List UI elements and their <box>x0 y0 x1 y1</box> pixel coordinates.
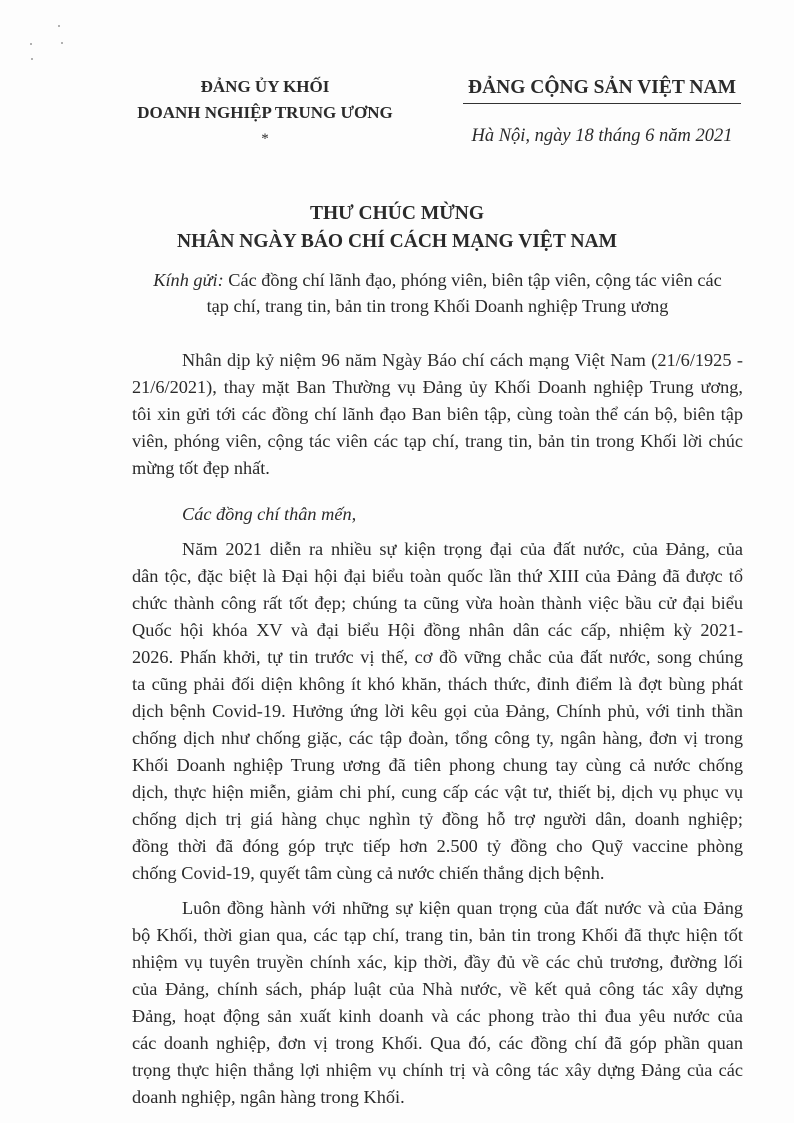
paragraph-line: đồng thời đã đóng góp trực tiếp hơn 2.500 tỷ đồng cho Quỹ vaccine phòng <box>132 836 743 856</box>
paragraph-line: doanh nghiệp, ngân hàng trong Khối. <box>132 1087 405 1107</box>
scan-speck <box>61 42 63 44</box>
paragraph-line: trọng thực hiện thắng lợi nhiệm vụ chính trị và công tác xây dựng Đảng của các <box>132 1060 743 1080</box>
paragraph-line: của Đảng, chính sách, pháp luật của Nhà nước, về kết quả công tác xây dựng <box>132 979 743 999</box>
scan-speck <box>31 58 33 60</box>
recipient-line2: tạp chí, trang tin, bản tin trong Khối Doanh nghiệp Trung ương <box>206 296 669 316</box>
recipient-text1: Các đồng chí lãnh đạo, phóng viên, biên tập viên, cộng tác viên các <box>228 270 722 290</box>
paragraph-line: Quốc hội khóa XV và đại biểu Hội đồng nhân dân các cấp, nhiệm kỳ 2021- <box>132 620 743 640</box>
paragraph-line: dịch, thực hiện miễn, giảm chi phí, cung cấp các vật tư, thiết bị, dịch vụ phục vụ <box>132 782 743 802</box>
paragraph-line: Nhân dịp kỷ niệm 96 năm Ngày Báo chí cách mạng Việt Nam (21/6/1925 - <box>182 350 743 370</box>
paragraph-line: Luôn đồng hành với những sự kiện quan trọng của đất nước và của Đảng <box>182 898 743 918</box>
scan-speck <box>30 43 32 45</box>
party-underline <box>463 103 741 104</box>
recipient-line1 <box>132 268 743 292</box>
paragraph-line: dịch bệnh Covid-19. Hưởng ứng lời kêu gọi của Đảng, Chính phủ, với tinh thần <box>132 701 743 721</box>
paragraph-line: chống dịch trị giá hàng chục nghìn tỷ đồng hỗ trợ người dân, doanh nghiệp; <box>132 809 743 829</box>
paragraph-line: các doanh nghiệp, đơn vị trong Khối. Qua đó, các đồng chí đã góp phần quan <box>132 1033 743 1053</box>
document-date: Hà Nội, ngày 18 tháng 6 năm 2021 <box>471 126 733 146</box>
paragraph-line: 2026. Phấn khởi, tự tin trước vị thế, cơ đồ vững chắc của đất nước, song chúng <box>132 647 743 667</box>
paragraph-line: bộ Khối, thời gian qua, các tạp chí, trang tin, bản tin trong Khối đã thực hiện tốt <box>132 925 743 945</box>
party-name: ĐẢNG CỘNG SẢN VIỆT NAM <box>468 77 736 98</box>
party-heading <box>460 75 744 104</box>
paragraph-line: Đảng, hoạt động sản xuất kinh doanh và các phong trào thi đua yêu nước của <box>132 1006 743 1026</box>
paragraph-line: dân tộc, đặc biệt là Đại hội đại biểu toàn quốc lần thứ XIII của Đảng đã được tổ <box>132 566 743 586</box>
paragraph-line: ta cũng phải đối diện không ít khó khăn, thách thức, đỉnh điểm là đợt bùng phát <box>132 674 743 694</box>
scan-speck <box>58 25 60 27</box>
title-line2: NHÂN NGÀY BÁO CHÍ CÁCH MẠNG VIỆT NAM <box>176 231 618 252</box>
paragraph-line: chức thành công rất tốt đẹp; chúng ta cũng vừa hoàn thành việc bầu cử đại biểu <box>132 593 743 613</box>
paragraph-line: viên, phóng viên, cộng tác viên các tạp chí, trang tin, bản tin trong Khối lời chúc <box>132 431 743 451</box>
org-name-line1: ĐẢNG ỦY KHỐI <box>200 77 330 96</box>
paragraph-line: chống Covid-19, quyết tâm cùng cả nước chiến thắng dịch bệnh. <box>132 863 605 883</box>
paragraph-line: Năm 2021 diễn ra nhiều sự kiện trọng đại của đất nước, của Đảng, của <box>182 539 743 559</box>
greeting: Các đồng chí thân mến, <box>182 504 357 524</box>
org-mark: * <box>261 131 269 147</box>
paragraph-line: nhiệm vụ tuyên truyền chính xác, kịp thời, đầy đủ về các chủ trương, đường lối <box>132 952 743 972</box>
paragraph-line: tôi xin gửi tới các đồng chí lãnh đạo Ban biên tập, cùng toàn thể cán bộ, biên tập <box>132 404 743 424</box>
paragraph-line: 21/6/2021), thay mặt Ban Thường vụ Đảng ủy Khối Doanh nghiệp Trung ương, <box>132 377 743 397</box>
paragraph-line: chống dịch như chống giặc, các tập đoàn, tổng công ty, ngân hàng, đơn vị trong <box>132 728 743 748</box>
paragraph-line: Khối Doanh nghiệp Trung ương đã tiên phong chung tay cùng cả nước chống <box>132 755 743 775</box>
recipient-label: Kính gửi: <box>153 270 224 290</box>
org-name-line2: DOANH NGHIỆP TRUNG ƯƠNG <box>137 103 393 122</box>
title-line1: THƯ CHÚC MỪNG <box>309 203 485 224</box>
paragraph-line: mừng tốt đẹp nhất. <box>132 458 270 478</box>
